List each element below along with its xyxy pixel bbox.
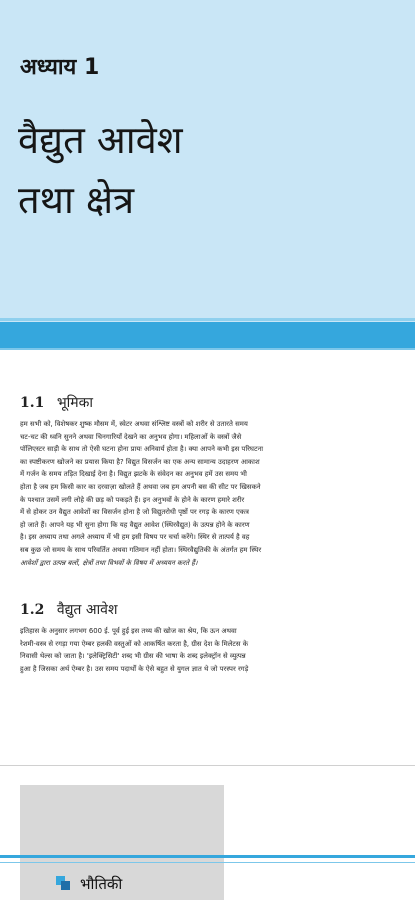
section-introduction xyxy=(20,393,400,569)
chapter-header xyxy=(0,0,415,322)
section-heading xyxy=(20,600,400,619)
chapter-title-line-1: वैद्युत आवेश xyxy=(18,118,183,162)
footer-subject-label: भौतिकी xyxy=(80,875,123,893)
paragraph xyxy=(20,625,400,675)
text-line: है। इस अध्याय तथा अगले अध्याय में भी हम इसी विषय पर चर्चा करेंगे। स्थिर से तात्पर्य है वह xyxy=(20,533,250,542)
section-title: वैद्युत आवेश xyxy=(56,602,118,618)
footer-accent-bar xyxy=(0,855,415,858)
chapter-title xyxy=(18,110,183,230)
text-line: होता है जब हम किसी कार का दरवाज़ा खोलते हैं अथवा जब हम अपनी बस की सीट पर खिसकने xyxy=(20,482,261,491)
paragraph xyxy=(20,418,400,569)
header-accent-bar xyxy=(0,322,415,348)
text-line: में गर्जन के समय तड़ित दिखाई देना है। विद्युत झटके के संवेदन का अनुभव हमें उस समय भी xyxy=(20,470,247,479)
text-line: में से होकर उन वैद्युत आवेशों का विसर्जन होना है जो विद्युतरोधी पृष्ठों पर रगड़ के कारण एकत्र xyxy=(20,508,249,517)
section-number: 1.1 xyxy=(20,395,45,411)
text-line: का स्पष्टीकरण खोजने का प्रयास किया है? विद्युत विसर्जन का एक अन्य सामान्य उदाहरण आकाश xyxy=(20,457,260,466)
book-icon xyxy=(56,876,70,890)
section-title: भूमिका xyxy=(56,395,94,411)
footer-accent-line xyxy=(0,862,415,863)
text-line-italic xyxy=(20,557,400,570)
text-line: पॉलिएस्टर साड़ी के साथ तो ऐसी घटना होना प्रायः अनिवार्य होता है। क्या आपने कभी इस परिघटना xyxy=(20,445,264,454)
text-line: निवासी थेल्स को जाता है। 'इलेक्ट्रिसिटी' शब्द भी ग्रीस की भाषा के शब्द इलेक्ट्रॉन से व्युत्पन्न xyxy=(20,652,246,661)
text-line: चट-चट की ध्वनि सुनने अथवा चिनगारियाँ देखने का अनुभव होगा। महिलाओं के वस्त्रों जैसे xyxy=(20,432,242,441)
text-line: हुआ है जिसका अर्थ ऐम्बर है। उस समय पदार्थों के ऐसे बहुत से युगल ज्ञात थे जो परस्पर रगड़े xyxy=(20,664,249,673)
text-line: के पश्चात उसमें लगी लोहे की छड़ को पकड़ते हैं। इन अनुभवों के होने के कारण हमारे शरीर xyxy=(20,495,245,504)
page-divider xyxy=(0,765,415,766)
chapter-label: अध्याय 1 xyxy=(20,55,100,80)
text-line: इतिहास के अनुसार लगभग 600 ई. पूर्व हुई इस तथ्य की खोज का श्रेय, कि ऊन अथवा xyxy=(20,627,237,635)
chapter-title-line-2: तथा क्षेत्र xyxy=(18,178,135,222)
text-line: रेशमी-वस्त्र से रगड़ा गया ऐम्बर हलकी वस्तुओं को आकर्षित करता है, ग्रीस देश के मिलेटस के xyxy=(20,639,248,648)
text-line: हम सभी को, विशेषकर शुष्क मौसम में, स्वेटर अथवा संश्लिष्ट वस्त्रों को शरीर से उतारते समय xyxy=(20,420,248,428)
italic-text: आवेशों द्वारा उत्पन्न बलों, क्षेत्रों तथा विभवों के विषय में अध्ययन करते हैं। xyxy=(20,558,198,567)
section-electric-charge xyxy=(20,600,400,675)
text-line: सब कुछ जो समय के साथ परिवर्तित अथवा गतिमान नहीं होता। स्थिरवैद्युतिकी के अंतर्गत हम स्थिर xyxy=(20,545,262,554)
section-heading xyxy=(20,393,400,412)
text-line: हो जाते हैं। आपने यह भी सुना होगा कि यह वैद्युत आवेश (स्थिरवैद्युत) के उत्पन्न होने के कारण xyxy=(20,520,250,529)
section-number: 1.2 xyxy=(20,602,45,618)
